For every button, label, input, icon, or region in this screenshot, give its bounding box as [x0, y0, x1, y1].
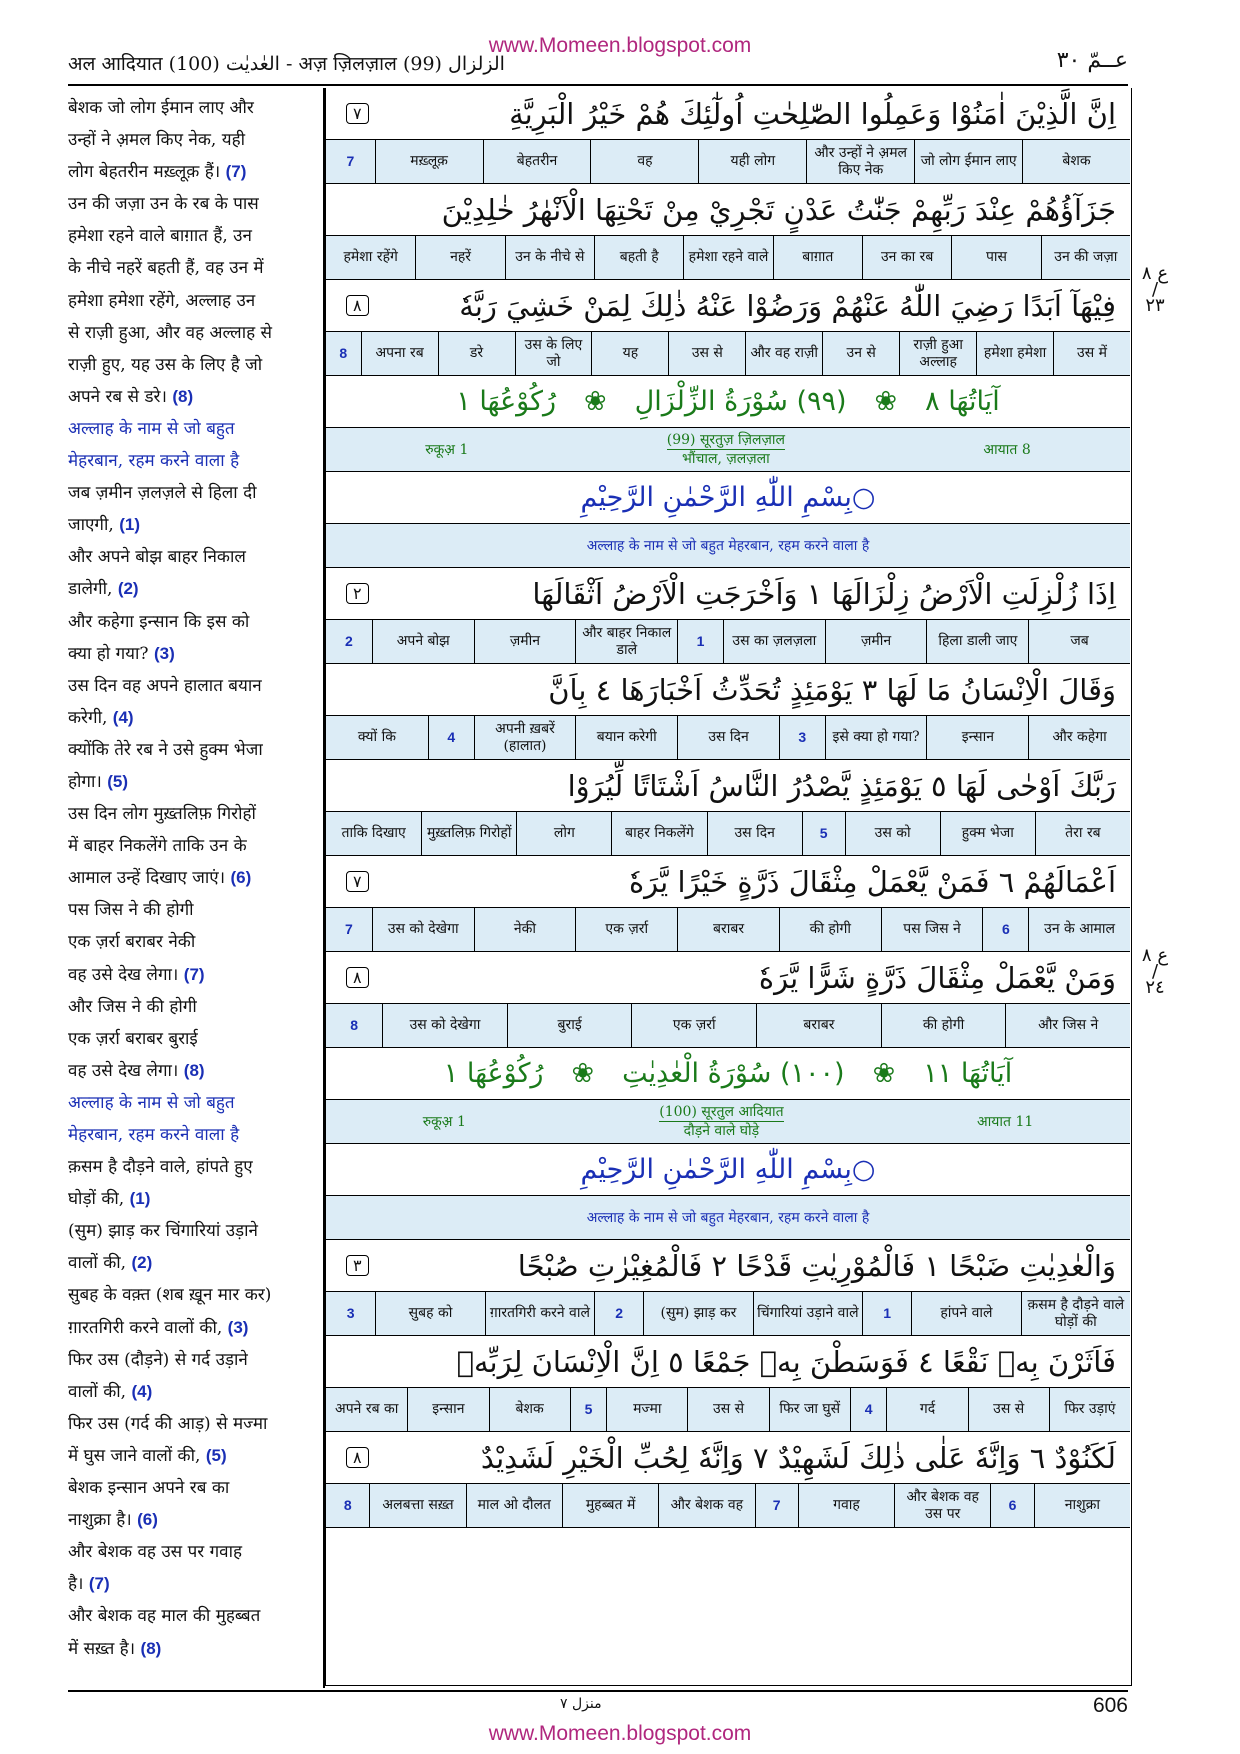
- surah-name-hindi: [667, 431, 785, 468]
- translation-line: [68, 477, 323, 509]
- verse-number: (6): [137, 1510, 158, 1530]
- word-meaning-row: [326, 908, 1130, 952]
- verse-number-cell: 6: [990, 1484, 1033, 1527]
- translation-text: घोड़ों की,: [68, 1189, 125, 1210]
- surah-title-row: [326, 376, 1130, 428]
- word-meaning-row: [326, 236, 1130, 280]
- verse-number-cell: 4: [428, 716, 474, 759]
- translation-text: अपने रब से डरे।: [68, 386, 167, 407]
- word-meaning-cell: ज़मीन: [825, 620, 927, 663]
- surah-meaning-line: दौड़ने वाले घोड़े: [683, 1123, 760, 1139]
- translation-line: [68, 734, 323, 766]
- verse-number-cell: 8: [350, 1017, 359, 1033]
- ruku-mark: ع ٨ / ٢٣: [1141, 263, 1169, 316]
- word-meaning-row: [326, 812, 1130, 856]
- word-meaning-cell: मुख़्तलिफ़ गिरोहों: [421, 812, 516, 855]
- arabic-verse-row: [326, 952, 1130, 1004]
- translation-text: और जिस ने की होगी: [68, 996, 197, 1017]
- translation-text: में बाहर निकलेंगे ताकि उन के: [68, 836, 247, 857]
- translation-text: पस जिस ने की होगी: [68, 900, 194, 921]
- verse-number: (5): [107, 771, 129, 791]
- verse-number: (2): [131, 1253, 153, 1273]
- flower-ornament: ❀: [584, 386, 607, 417]
- verse-number-cell: 1: [862, 1292, 911, 1335]
- surah-meaning-line: भौंचाल, ज़लज़ला: [681, 451, 770, 467]
- verse-number: (8): [140, 1638, 162, 1658]
- translation-text: होगा।: [68, 771, 102, 792]
- bismillah-translation-row: अल्लाह के नाम से जो बहुत मेहरबान, रहम करने वाला है: [326, 1196, 1130, 1240]
- word-meaning-cell: माल ओ दौलत: [466, 1484, 562, 1527]
- translation-text: और कहेगा इन्सान कि इस को: [68, 611, 250, 632]
- translation-text: बेशक इन्सान अपने रब का: [68, 1478, 230, 1499]
- arabic-text: فِيْهَآ اَبَدًا رَضِيَ اللّٰهُ عَنْهُمْ وَرَضُوْا عَنْهُ ذٰلِكَ لِمَنْ خَشِيَ رَبَّهٗ: [459, 288, 1116, 323]
- translation-line: [68, 541, 323, 573]
- word-meaning-cell: उन का रब: [862, 236, 951, 279]
- surah-name: (١٠٠) سُوْرَةُ الْعٰدِيٰتِ: [622, 1058, 845, 1089]
- translation-line: [68, 349, 323, 381]
- translation-line: [68, 1600, 323, 1632]
- translation-text: और बेशक वह उस पर गवाह: [68, 1542, 243, 1563]
- translation-text: उन्हों ने अ़मल किए नेक, यही: [68, 130, 246, 151]
- word-meaning-cell: बराबर: [677, 908, 779, 951]
- word-meaning-cell: ताकि दिखाए: [341, 825, 406, 841]
- word-meaning-cell: और जिस ने: [1005, 1004, 1130, 1047]
- verse-number-cell: 1: [677, 620, 723, 663]
- translation-text: उन की जज़ा उन के रब के पास: [68, 194, 259, 215]
- word-meaning-cell: बराबर: [756, 1004, 881, 1047]
- translation-text: है।: [68, 1574, 84, 1595]
- translation-text: जाएगी,: [68, 515, 114, 536]
- word-meaning-cell: लोग: [516, 812, 611, 855]
- verse-number: (7): [225, 162, 247, 182]
- word-meaning-cell: मज्मा: [606, 1388, 687, 1431]
- translation-text: करेगी,: [68, 707, 108, 728]
- ruku-count: रुकूअ़ 1: [425, 442, 469, 458]
- verse-number: (6): [230, 868, 252, 888]
- word-meaning-cell: हमेशा हमेशा: [976, 332, 1053, 375]
- translation-line: [68, 1023, 323, 1055]
- translation-line: [68, 1279, 323, 1311]
- verse-number-cell: 2: [345, 633, 353, 649]
- word-meaning-cell: इन्सान: [407, 1388, 488, 1431]
- word-meaning-cell: उस दिन: [677, 716, 779, 759]
- translation-line: [68, 959, 323, 991]
- translation-line: [68, 573, 323, 605]
- word-meaning-row: [326, 1484, 1130, 1528]
- word-meaning-row: [326, 332, 1130, 376]
- translation-line: [68, 862, 323, 894]
- word-meaning-cell: और बाहर निकाल डाले: [575, 620, 677, 663]
- arabic-verse-row: [326, 664, 1130, 716]
- word-meaning-cell: इसे क्या हो गया?: [825, 716, 927, 759]
- arabic-verse-row: [326, 1240, 1130, 1292]
- word-meaning-cell: अपना रब: [361, 332, 438, 375]
- translation-line: [68, 445, 323, 477]
- flower-ornament: ❀: [874, 386, 898, 417]
- arabic-text: وَمَنْ يَّعْمَلْ مِثْقَالَ ذَرَّةٍ شَرًّا يَّرَهٗ: [758, 960, 1116, 995]
- verse-number-cell: 8: [339, 345, 348, 361]
- verse-number-cell: 6: [982, 908, 1028, 951]
- juz-label: عــمّ ٣٠: [1056, 48, 1128, 73]
- verse-number: (4): [112, 707, 134, 727]
- verse-number: (4): [131, 1381, 153, 1401]
- translation-text: और अपने बोझ बाहर निकाल: [68, 547, 246, 568]
- translation-line: [68, 413, 323, 445]
- arabic-verse-row: [326, 184, 1130, 236]
- translation-line: [68, 702, 323, 734]
- word-meaning-cell: जो लोग ईमान लाए: [914, 140, 1022, 183]
- verse-number: (8): [172, 386, 194, 406]
- word-meaning-cell: मख़्लूक़: [375, 140, 483, 183]
- word-meaning-cell: और उन्हों ने अ़मल किए नेक: [806, 140, 914, 183]
- word-meaning-cell: हमेशा रहने वाले: [683, 236, 772, 279]
- verse-number: (3): [227, 1317, 249, 1337]
- word-meaning-cell: राज़ी हुआ अल्लाह: [899, 332, 976, 375]
- translation-line: [68, 252, 323, 284]
- bismillah-row: بِسْمِ اللّٰهِ الرَّحْمٰنِ الرَّحِيْمِ○: [326, 1144, 1130, 1196]
- word-meaning-cell: पस जिस ने: [881, 908, 983, 951]
- translation-text: फिर उस (गर्द की आड़) से मज्मा: [68, 1413, 268, 1434]
- translation-line: [68, 1344, 323, 1376]
- page-title: अल आदियात (100) العٰدیٰت - अज़ ज़िलज़ाल (99) الزلزال: [68, 53, 505, 75]
- translation-line: [68, 1119, 323, 1151]
- translation-line: [68, 1633, 323, 1665]
- surah-ayat: آيَاتُهَا ١١: [923, 1058, 1013, 1089]
- word-meaning-cell: गवाह: [798, 1484, 894, 1527]
- word-meaning-cell: तेरा रब: [1035, 812, 1130, 855]
- translation-line: [68, 606, 323, 638]
- translation-line: [68, 156, 323, 188]
- verse-number-cell: 3: [779, 716, 825, 759]
- translation-line: [68, 1536, 323, 1568]
- translation-text: वालों की,: [68, 1381, 127, 1402]
- translation-text: फिर उस (दौड़ने) से गर्द उड़ाने: [68, 1349, 248, 1370]
- word-meaning-cell: जब: [1028, 620, 1130, 663]
- bismillah-row: بِسْمِ اللّٰهِ الرَّحْمٰنِ الرَّحِيْمِ○: [326, 472, 1130, 524]
- arabic-verse-row: [326, 280, 1130, 332]
- word-meaning-cell: उन से: [822, 332, 899, 375]
- verse-number: (2): [117, 579, 139, 599]
- word-meaning-row: [326, 620, 1130, 664]
- arabic-verse-row: [326, 1432, 1130, 1484]
- arabic-verse-row: [326, 88, 1130, 140]
- word-by-word-grid: [325, 88, 1132, 1686]
- ruku-count: रुकूअ़ 1: [422, 1114, 466, 1130]
- surah-title-row: [326, 1048, 1130, 1100]
- word-meaning-cell: नेकी: [474, 908, 576, 951]
- ruku-mark: ع ٨ / ٢٤: [1141, 945, 1169, 998]
- page-header: [68, 48, 1128, 78]
- header-rule: [68, 84, 1128, 86]
- translation-text: के नीचे नहरें बहती हैं, वह उन में: [68, 258, 264, 279]
- translation-text: बेशक जो लोग ईमान लाए और: [68, 98, 254, 118]
- word-meaning-cell: उन के नीचे से: [505, 236, 594, 279]
- verse-number-cell: 3: [346, 1305, 355, 1321]
- ayah-end-marker: ٨: [346, 295, 369, 316]
- word-meaning-cell: इन्सान: [926, 716, 1028, 759]
- arabic-text: وَقَالَ الْاِنْسَانُ مَا لَهَا ٣ يَوْمَئِذٍ تُحَدِّثُ اَخْبَارَهَا ٤ بِاَنَّ: [548, 672, 1116, 707]
- word-meaning-row: [326, 716, 1130, 760]
- word-meaning-cell: उन के आमाल: [1028, 908, 1130, 951]
- surah-info-row: [326, 428, 1130, 472]
- word-meaning-cell: हांपने वाले: [911, 1292, 1020, 1335]
- translation-text: क्या हो गया?: [68, 643, 149, 664]
- word-meaning-cell: बेहतरीन: [483, 140, 591, 183]
- word-meaning-cell: उन की जज़ा: [1041, 236, 1130, 279]
- translation-column: [68, 92, 323, 1690]
- word-meaning-cell: पास: [951, 236, 1040, 279]
- word-meaning-cell: और वह राज़ी: [745, 332, 822, 375]
- word-meaning-cell: उस का ज़लज़ला: [723, 620, 825, 663]
- translation-line: [68, 766, 323, 798]
- arabic-text: جَزَآؤُهُمْ عِنْدَ رَبِّهِمْ جَنّٰتُ عَدْنٍ تَجْرِيْ مِنْ تَحْتِهَا الْاَنْهٰرُ خٰلِدِيْنَ: [441, 192, 1116, 227]
- translation-line: [68, 381, 323, 413]
- word-meaning-cell: नाशुक्रा: [1034, 1484, 1130, 1527]
- verse-number-cell: 2: [594, 1292, 643, 1335]
- verse-number-cell: 4: [850, 1388, 887, 1431]
- surah-name-line: (100) सूरतुल आदियात: [659, 1104, 784, 1120]
- word-meaning-cell: सुबह को: [375, 1292, 484, 1335]
- word-meaning-cell: हुक्म भेजा: [940, 812, 1035, 855]
- translation-line: [68, 188, 323, 220]
- translation-line: [68, 285, 323, 317]
- translation-text: ग़ारतगिरी करने वालों की,: [68, 1317, 223, 1338]
- translation-line: [68, 1055, 323, 1087]
- ayah-end-marker: ٧: [346, 871, 369, 892]
- translation-text: और बेशक वह माल की मुहब्बत: [68, 1606, 261, 1627]
- arabic-verse-row: [326, 760, 1130, 812]
- verse-number-cell: 7: [345, 921, 353, 937]
- verse-number-cell: 7: [755, 1484, 798, 1527]
- translation-text: एक ज़र्रा बराबर बुराई: [68, 1028, 198, 1049]
- translation-text: अल्लाह के नाम से जो बहुत: [68, 1092, 235, 1113]
- word-meaning-cell: ज़मीन: [474, 620, 576, 663]
- flower-ornament: ❀: [571, 1058, 595, 1089]
- arabic-text: لَكَنُوْدٌ ٦ وَاِنَّهٗ عَلٰى ذٰلِكَ لَشَهِيْدٌ ٧ وَاِنَّهٗ لِحُبِّ الْخَيْرِ لَشَدِيْدٌ: [480, 1440, 1116, 1475]
- translation-text: जब ज़मीन ज़लज़ले से हिला दी: [68, 483, 257, 504]
- word-meaning-cell: क्यों कि: [357, 729, 396, 745]
- arabic-text: اِذَا زُلْزِلَتِ الْاَرْضُ زِلْزَالَهَا ١ وَاَخْرَجَتِ الْاَرْضُ اَثْقَالَهَا: [532, 576, 1116, 611]
- translation-line: [68, 509, 323, 541]
- word-meaning-cell: की होगी: [779, 908, 881, 951]
- translation-line: [68, 1312, 323, 1344]
- translation-text: नाशुक्रा है।: [68, 1510, 132, 1531]
- word-meaning-cell: अपनी ख़बरें (हालात): [474, 716, 576, 759]
- page-number: 606: [1092, 1694, 1128, 1717]
- translation-line: [68, 1087, 323, 1119]
- word-meaning-cell: डरे: [438, 332, 515, 375]
- verse-number-cell: 5: [570, 1388, 607, 1431]
- translation-text: वालों की,: [68, 1253, 127, 1274]
- word-meaning-cell: उस दिन: [707, 812, 802, 855]
- ayat-count: आयात 11: [976, 1114, 1034, 1130]
- translation-text: मेहरबान, रहम करने वाला है: [68, 1125, 240, 1145]
- word-meaning-cell: उस को: [845, 812, 940, 855]
- word-meaning-cell: अपने बोझ: [372, 620, 474, 663]
- word-meaning-cell: बुराई: [507, 1004, 632, 1047]
- word-meaning-cell: एक ज़र्रा: [575, 908, 677, 951]
- word-meaning-cell: गर्द: [886, 1388, 967, 1431]
- translation-line: [68, 991, 323, 1023]
- translation-text: एक ज़र्रा बराबर नेकी: [68, 932, 196, 953]
- translation-line: [68, 1568, 323, 1600]
- translation-text: अल्लाह के नाम से जो बहुत: [68, 418, 235, 439]
- surah-name: (٩٩) سُوْرَةُ الزِّلْزَالِ: [634, 386, 847, 417]
- translation-text: उस दिन वह अपने हालात बयान: [68, 675, 262, 696]
- ayah-end-marker: ٨: [346, 1447, 369, 1468]
- ayah-end-marker: ٣: [346, 1255, 369, 1276]
- word-meaning-cell: यही लोग: [698, 140, 806, 183]
- footer-rule: [68, 1690, 1128, 1692]
- translation-line: [68, 1151, 323, 1183]
- translation-text: डालेगी,: [68, 579, 113, 600]
- translation-text: सुबह के वक़्त (शब ख़ून मार कर): [68, 1285, 272, 1306]
- word-meaning-cell: उस में: [1053, 332, 1130, 375]
- translation-text: से राज़ी हुआ, और वह अल्लाह से: [68, 322, 273, 343]
- translation-line: [68, 1215, 323, 1247]
- translation-text: (सुम) झाड़ कर चिंगारियां उड़ाने: [68, 1221, 258, 1242]
- translation-text: आमाल उन्हें दिखाए जाएं।: [68, 868, 226, 889]
- arabic-text: اَعْمَالَهُمْ ٦ فَمَنْ يَّعْمَلْ مِثْقَالَ ذَرَّةٍ خَيْرًا يَّرَهٗ: [628, 864, 1116, 899]
- word-meaning-cell: बाहर निकलेंगे: [611, 812, 706, 855]
- translation-text: हमेशा रहने वाले बाग़ात हैं, उन: [68, 226, 252, 247]
- arabic-text: اِنَّ الَّذِيْنَ اٰمَنُوْا وَعَمِلُوا الصّٰلِحٰتِ اُولٰٓئِكَ هُمْ خَيْرُ الْبَرِيَّةِ: [509, 96, 1116, 131]
- surah-name-hindi: [659, 1103, 783, 1140]
- word-meaning-cell: हिला डाली जाए: [926, 620, 1028, 663]
- translation-line: [68, 220, 323, 252]
- translation-line: [68, 92, 323, 124]
- word-meaning-row: [326, 140, 1130, 184]
- translation-text: वह उसे देख लेगा।: [68, 964, 179, 985]
- translation-text: क़सम है दौड़ने वाले, हांपते हुए: [68, 1157, 253, 1178]
- verse-number-cell: 8: [343, 1497, 352, 1513]
- watermark-top: www.Momeen.blogspot.com: [488, 34, 752, 57]
- verse-number-cell: 5: [802, 812, 845, 855]
- verse-number-cell: 7: [346, 153, 355, 169]
- word-meaning-cell: और कहेगा: [1028, 716, 1130, 759]
- translation-line: [68, 638, 323, 670]
- word-meaning-cell: बयान करेगी: [575, 716, 677, 759]
- translation-line: [68, 1504, 323, 1536]
- word-meaning-cell: और बेशक वह उस पर: [894, 1484, 990, 1527]
- word-meaning-cell: बहती है: [594, 236, 683, 279]
- arabic-text: رَبَّكَ اَوْحٰى لَهَا ٥ يَوْمَئِذٍ يَّصْدُرُ النَّاسُ اَشْتَاتًا لِّيُرَوْا: [567, 768, 1116, 803]
- word-meaning-row: [326, 1388, 1130, 1432]
- translation-text: राज़ी हुए, यह उस के लिए है जो: [68, 354, 263, 375]
- bismillah-translation-row: अल्लाह के नाम से जो बहुत मेहरबान, रहम करने वाला है: [326, 524, 1130, 568]
- translation-line: [68, 894, 323, 926]
- word-meaning-row: [326, 1004, 1130, 1048]
- translation-line: [68, 1183, 323, 1215]
- flower-ornament: ❀: [872, 1058, 896, 1089]
- translation-line: [68, 1247, 323, 1279]
- translation-line: [68, 926, 323, 958]
- word-meaning-cell: क़सम है दौड़ने वाले घोड़ों की: [1021, 1292, 1130, 1335]
- word-meaning-cell: चिंगारियां उड़ाने वाले: [753, 1292, 862, 1335]
- translation-line: [68, 670, 323, 702]
- word-meaning-cell: और बेशक वह: [658, 1484, 754, 1527]
- translation-line: [68, 1440, 323, 1472]
- arabic-verse-row: [326, 1336, 1130, 1388]
- verse-number: (8): [183, 1060, 205, 1080]
- word-meaning-cell: ग़ारतगिरी करने वाले: [485, 1292, 594, 1335]
- ayat-count: आयात 8: [983, 442, 1031, 458]
- surah-name-line: (99) सूरतुज़ ज़िलज़ाल: [666, 432, 785, 448]
- translation-line: [68, 317, 323, 349]
- translation-text: हमेशा हमेशा रहेंगे, अल्लाह उन: [68, 290, 256, 311]
- surah-ruku: رُكُوْعُهَا ١: [443, 1058, 544, 1089]
- verse-number: (1): [129, 1189, 151, 1209]
- ayah-end-marker: ٧: [346, 103, 369, 124]
- word-meaning-row: [326, 1292, 1130, 1336]
- word-meaning-cell: एक ज़र्रा: [631, 1004, 756, 1047]
- word-meaning-cell: उस को देखेगा: [372, 908, 474, 951]
- word-meaning-cell: मुहब्बत में: [562, 1484, 658, 1527]
- ayah-end-marker: ٢: [346, 583, 369, 604]
- word-meaning-cell: बेशक: [1022, 140, 1130, 183]
- translation-text: उस दिन लोग मुख़्तलिफ़ गिरोहों: [68, 804, 256, 825]
- word-meaning-cell: उस को देखेगा: [382, 1004, 507, 1047]
- arabic-verse-row: [326, 568, 1130, 620]
- surah-info-row: [326, 1100, 1130, 1144]
- translation-line: [68, 124, 323, 156]
- translation-text: क्योंकि तेरे रब ने उसे हुक्म भेजा: [68, 739, 263, 760]
- watermark-bottom: www.Momeen.blogspot.com: [488, 1722, 752, 1745]
- translation-text: लोग बेहतरीन मख़्लूक़ हैं।: [68, 162, 221, 183]
- word-meaning-cell: बाग़ात: [773, 236, 862, 279]
- word-meaning-cell: उस से: [668, 332, 745, 375]
- word-meaning-cell: वह: [590, 140, 698, 183]
- verse-number: (3): [153, 643, 175, 663]
- word-meaning-cell: फिर उड़ाएं: [1049, 1388, 1130, 1431]
- verse-number: (5): [205, 1445, 227, 1465]
- word-meaning-cell: नहरें: [415, 236, 504, 279]
- translation-line: [68, 1376, 323, 1408]
- manzil-label: منزل ٧: [560, 1696, 602, 1712]
- word-meaning-cell: अपने रब का: [335, 1401, 399, 1417]
- word-meaning-cell: की होगी: [881, 1004, 1006, 1047]
- word-meaning-cell: (सुम) झाड़ कर: [643, 1292, 752, 1335]
- translation-text: में सख़्त है।: [68, 1638, 136, 1659]
- verse-number: (1): [119, 515, 140, 535]
- translation-text: वह उसे देख लेगा।: [68, 1060, 179, 1081]
- translation-text: मेहरबान, रहम करने वाला है: [68, 451, 240, 472]
- verse-number: (7): [88, 1574, 110, 1594]
- surah-ayat: آيَاتُهَا ٨: [925, 386, 1000, 417]
- word-meaning-cell: उस से: [968, 1388, 1049, 1431]
- ayah-end-marker: ٨: [346, 967, 369, 988]
- translation-line: [68, 1472, 323, 1504]
- translation-line: [68, 1408, 323, 1440]
- word-meaning-cell: उस के लिए जो: [515, 332, 592, 375]
- word-meaning-cell: हमेशा रहेंगे: [343, 249, 398, 265]
- word-meaning-cell: यह: [591, 332, 668, 375]
- translation-line: [68, 798, 323, 830]
- arabic-text: وَالْعٰدِيٰتِ ضَبْحًا ١ فَالْمُوْرِيٰتِ قَدْحًا ٢ فَالْمُغِيْرٰتِ صُبْحًا: [517, 1248, 1116, 1283]
- arabic-text: فَاَثَرْنَ بِهٖ نَقْعًا ٤ فَوَسَطْنَ بِهٖ جَمْعًا ٥ اِنَّ الْاِنْسَانَ لِرَبِّهٖ: [456, 1344, 1116, 1379]
- translation-line: [68, 830, 323, 862]
- word-meaning-cell: अलबत्ता सख़्त: [369, 1484, 465, 1527]
- word-meaning-cell: फिर जा घुसें: [769, 1388, 850, 1431]
- translation-text: में घुस जाने वालों की,: [68, 1445, 201, 1466]
- arabic-verse-row: [326, 856, 1130, 908]
- verse-number: (7): [183, 964, 205, 984]
- word-meaning-cell: उस से: [687, 1388, 768, 1431]
- word-meaning-cell: बेशक: [489, 1388, 570, 1431]
- surah-ruku: رُكُوْعُهَا ١: [456, 386, 557, 417]
